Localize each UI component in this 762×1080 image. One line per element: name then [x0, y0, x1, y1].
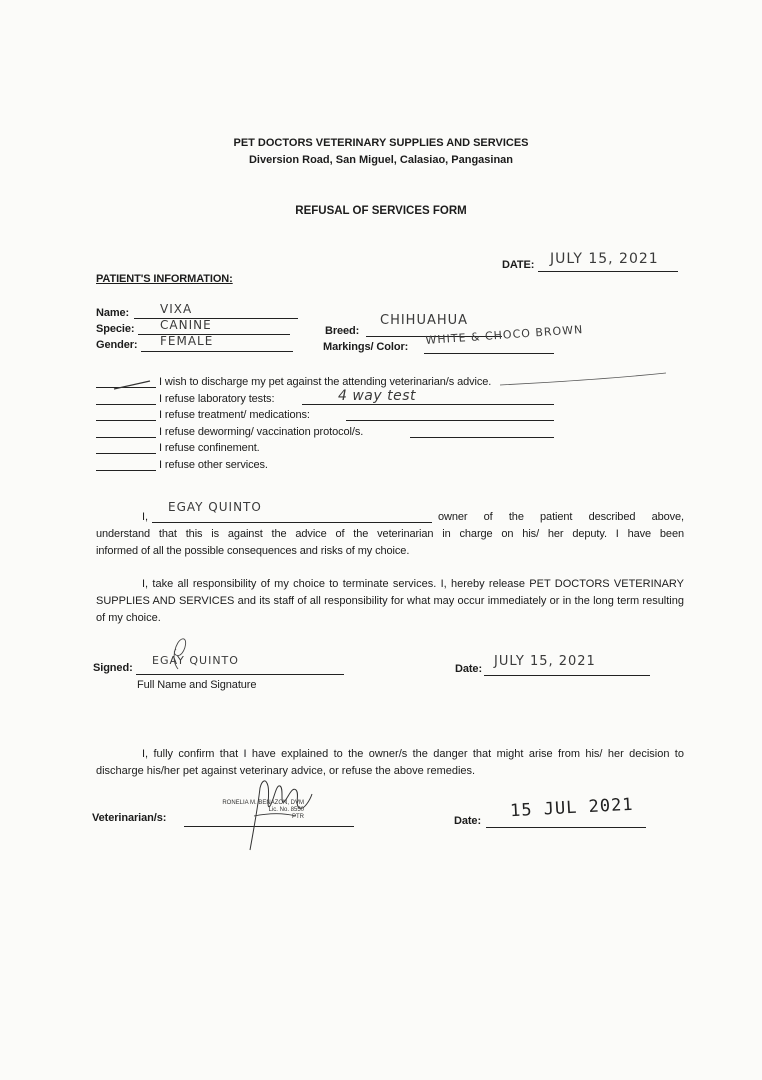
option4-blank[interactable] — [96, 437, 156, 438]
declaration-line3: informed of all the possible consequences and risks of my choice. — [96, 545, 410, 557]
date-label: DATE: — [502, 259, 535, 271]
vet-date-value[interactable]: 15 JUL 2021 — [509, 794, 635, 822]
veterinarian-signature-icon — [240, 776, 316, 852]
full-name-signature-label: Full Name and Signature — [137, 679, 257, 691]
gender-value[interactable]: FEMALE — [160, 334, 214, 348]
name-line — [134, 318, 298, 319]
stamp-name: RONELIA M. BENAZON, DVM — [222, 800, 304, 806]
gender-label: Gender: — [96, 339, 138, 351]
name-value[interactable]: VIXA — [160, 302, 193, 316]
option3-line — [346, 420, 554, 421]
option4-text: I refuse deworming/ vaccination protocol/s. — [159, 426, 364, 438]
option6-text: I refuse other services. — [159, 459, 268, 471]
declaration-line1-tail: owner of the patient described above, — [438, 511, 684, 523]
release-paragraph: I, take all responsibility of my choice to terminate services. I, hereby release PET DOCTORS VETERINARY SUPPLIES AND SERVICES and its staff of all responsibility for what may occur immediately or in the long term resulting of my choice. — [96, 578, 684, 624]
option1-text: I wish to discharge my pet against the attending veterinarian/s advice. — [159, 376, 492, 388]
option5-text: I refuse confinement. — [159, 442, 260, 454]
option5-blank[interactable] — [96, 453, 156, 454]
breed-label: Breed: — [325, 325, 360, 337]
option2-value[interactable]: 4 way test — [338, 388, 417, 404]
signed-date-value[interactable]: JULY 15, 2021 — [494, 654, 596, 669]
gender-line — [141, 351, 293, 352]
breed-value[interactable]: CHIHUAHUA — [380, 313, 469, 328]
date-line — [538, 271, 678, 272]
owner-name-line — [152, 522, 432, 523]
markings-label: Markings/ Color: — [323, 341, 409, 353]
specie-value[interactable]: CANINE — [160, 318, 212, 332]
signed-line — [136, 674, 344, 675]
stamp-ptr: PTR — [292, 814, 304, 820]
signed-date-label: Date: — [455, 663, 483, 675]
option2-line — [302, 404, 554, 405]
declaration-i: I, — [142, 511, 148, 523]
option4-line — [410, 437, 554, 438]
company-address: Diversion Road, San Miguel, Calasiao, Pangasinan — [248, 154, 514, 166]
option6-blank[interactable] — [96, 470, 156, 471]
name-label: Name: — [96, 307, 130, 319]
declaration-line2: understand that this is against the advice of the veterinarian in charge on his/ her deputy. I have been — [96, 528, 684, 540]
signature-flourish-icon — [168, 637, 194, 671]
specie-label: Specie: — [96, 323, 135, 335]
company-name: PET DOCTORS VETERINARY SUPPLIES AND SERVICES — [233, 137, 529, 149]
veterinarian-label: Veterinarian/s: — [92, 812, 167, 824]
markings-line — [424, 353, 554, 354]
patient-info-heading: PATIENT'S INFORMATION: — [96, 273, 233, 285]
option2-text: I refuse laboratory tests: — [159, 393, 275, 405]
stamp-license: Lic. No. 8550 — [268, 807, 304, 813]
option3-text: I refuse treatment/ medications: — [159, 409, 310, 421]
vet-date-label: Date: — [454, 815, 482, 827]
signed-value[interactable]: EGAY QUINTO — [152, 654, 239, 667]
form-title: REFUSAL OF SERVICES FORM — [295, 205, 467, 217]
check-mark-icon — [112, 379, 152, 391]
owner-name-value[interactable]: EGAY QUINTO — [168, 500, 262, 514]
option3-blank[interactable] — [96, 420, 156, 421]
date-value[interactable]: JULY 15, 2021 — [550, 251, 659, 267]
option2-blank[interactable] — [96, 404, 156, 405]
signed-label: Signed: — [93, 662, 133, 674]
signed-date-line — [484, 675, 650, 676]
vet-date-line — [486, 827, 646, 828]
markings-value[interactable]: WHITE & CHOCO BROWN — [425, 323, 584, 347]
confirmation-paragraph: I, fully confirm that I have explained to the owner/s the danger that might arise from his/ her decision to discharge his/her pet against veterinary advice, or refuse the above remedies. — [96, 748, 684, 777]
pen-stroke-icon — [498, 372, 668, 388]
